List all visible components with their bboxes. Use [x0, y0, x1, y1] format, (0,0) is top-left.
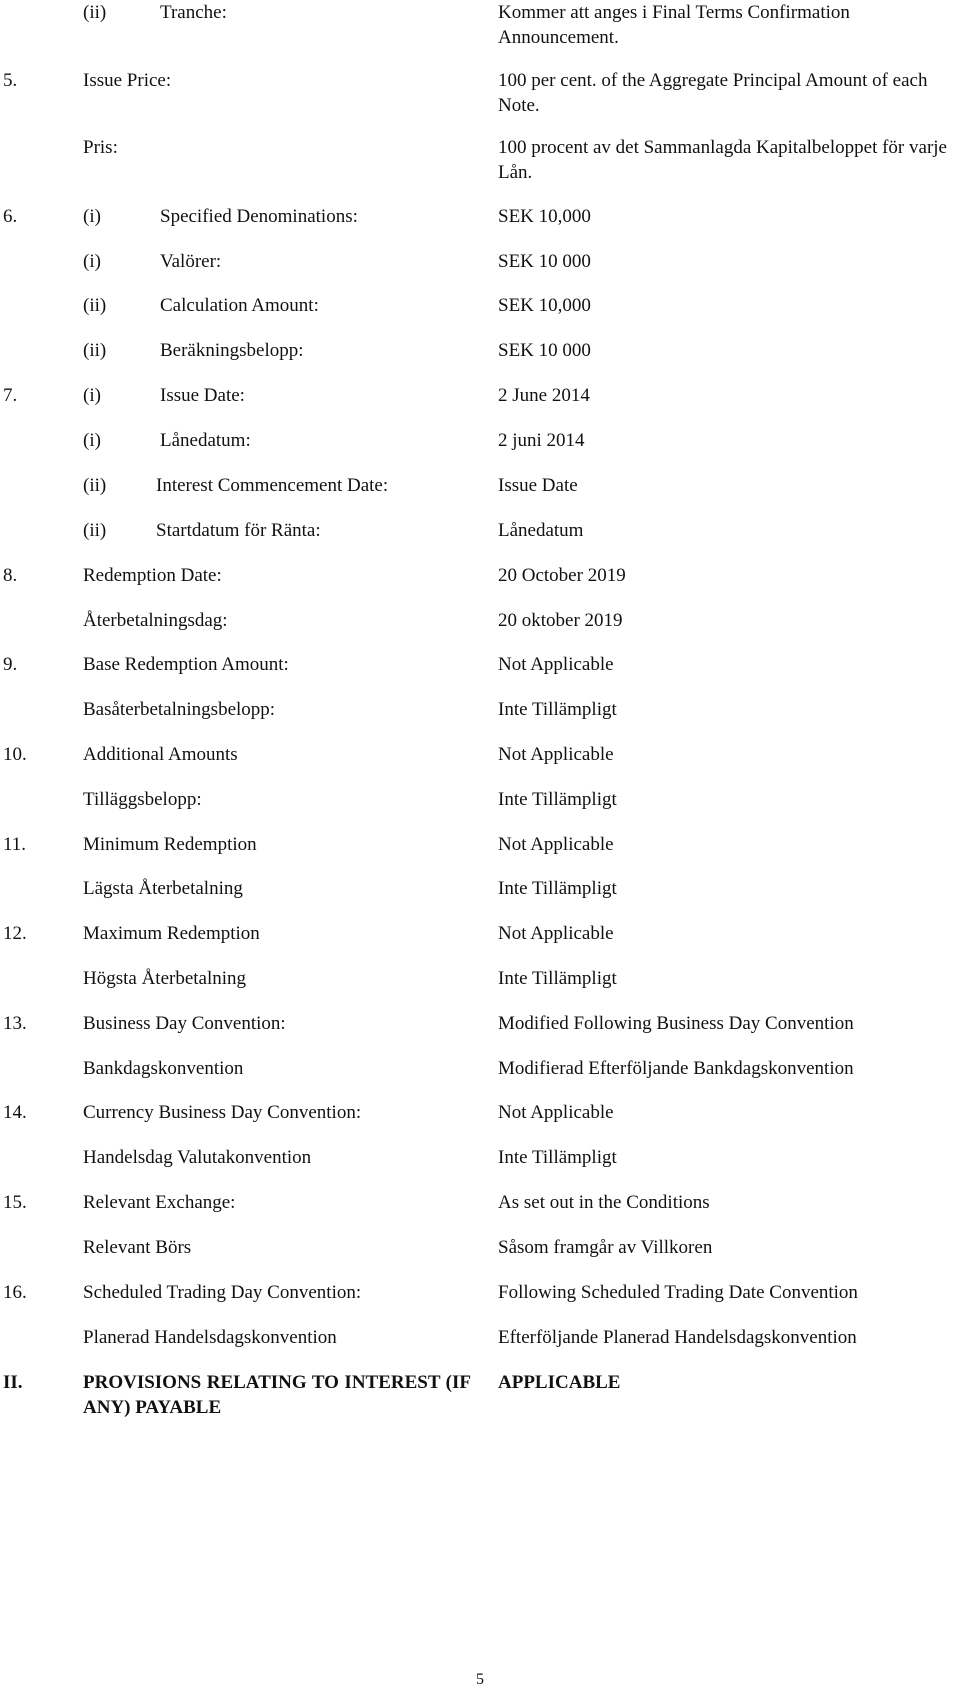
term-label: Redemption Date:: [83, 565, 222, 586]
item-number: 16.: [3, 1282, 27, 1303]
term-value: Kommer att anges i Final Terms Confirmation Announcement.: [498, 2, 850, 48]
term-value: Not Applicable: [498, 923, 614, 944]
sub-item-marker: (i): [83, 385, 101, 406]
term-value: 2 June 2014: [498, 385, 590, 406]
term-label: Additional Amounts: [83, 744, 238, 765]
term-label: Relevant Börs: [83, 1237, 192, 1258]
term-label: Base Redemption Amount:: [83, 654, 289, 675]
term-value: Lånedatum: [498, 520, 584, 541]
term-label: Pris:: [83, 137, 118, 158]
item-number: 8.: [3, 565, 18, 586]
term-label: Lägsta Återbetalning: [83, 878, 243, 899]
sub-item-marker: (i): [83, 430, 101, 451]
sub-item-marker: (ii): [83, 340, 107, 361]
sub-item-marker: (ii): [83, 2, 107, 23]
term-value: Not Applicable: [498, 1102, 614, 1123]
term-value: 20 October 2019: [498, 565, 626, 586]
item-number: 6.: [3, 206, 18, 227]
term-value: Inte Tillämpligt: [498, 789, 617, 810]
term-value: Not Applicable: [498, 654, 614, 675]
term-label: Valörer:: [160, 251, 222, 272]
item-number: 13.: [3, 1013, 27, 1034]
term-value: Following Scheduled Trading Date Convention: [498, 1282, 858, 1303]
term-value: SEK 10,000: [498, 206, 591, 227]
item-number: 11.: [3, 834, 27, 855]
term-label: Planerad Handelsdagskonvention: [83, 1327, 337, 1348]
item-number: 7.: [3, 385, 18, 406]
item-number: 9.: [3, 654, 18, 675]
term-value: 100 procent av det Sammanlagda Kapitalbeloppet för varje Lån.: [498, 137, 947, 183]
term-label: Interest Commencement Date:: [156, 475, 389, 496]
section-number: II.: [3, 1372, 23, 1393]
term-label: Lånedatum:: [160, 430, 251, 451]
term-label: Relevant Exchange:: [83, 1192, 236, 1213]
item-number: 12.: [3, 923, 27, 944]
term-value: SEK 10 000: [498, 340, 591, 361]
term-value: SEK 10 000: [498, 251, 591, 272]
term-label: Bankdagskonvention: [83, 1058, 244, 1079]
term-value: Inte Tillämpligt: [498, 1147, 617, 1168]
term-value: Inte Tillämpligt: [498, 968, 617, 989]
term-label: Issue Price:: [83, 70, 172, 91]
term-value: 2 juni 2014: [498, 430, 585, 451]
term-value: SEK 10,000: [498, 295, 591, 316]
section-status: APPLICABLE: [498, 1372, 621, 1393]
term-value: Efterföljande Planerad Handelsdagskonvention: [498, 1327, 857, 1348]
sub-item-marker: (i): [83, 206, 101, 227]
term-value: Inte Tillämpligt: [498, 699, 617, 720]
term-value: As set out in the Conditions: [498, 1192, 710, 1213]
page-number: 5: [476, 1671, 484, 1688]
item-number: 14.: [3, 1102, 27, 1123]
term-value: 20 oktober 2019: [498, 610, 623, 631]
term-value: Modified Following Business Day Convention: [498, 1013, 854, 1034]
term-value: Not Applicable: [498, 834, 614, 855]
sub-item-marker: (i): [83, 251, 101, 272]
term-label: Tranche:: [160, 2, 227, 23]
term-label: Minimum Redemption: [83, 834, 257, 855]
term-label: Specified Denominations:: [160, 206, 358, 227]
term-value: Inte Tillämpligt: [498, 878, 617, 899]
item-number: 10.: [3, 744, 27, 765]
sub-item-marker: (ii): [83, 295, 107, 316]
term-value: 100 per cent. of the Aggregate Principal Amount of each Note.: [498, 70, 928, 116]
item-number: 15.: [3, 1192, 27, 1213]
term-value: Issue Date: [498, 475, 578, 496]
term-label: Startdatum för Ränta:: [156, 520, 321, 541]
term-label: Basåterbetalningsbelopp:: [83, 699, 276, 720]
section-title: PROVISIONS RELATING TO INTEREST (IF ANY) PAYABLE: [83, 1372, 471, 1418]
term-label: Återbetalningsdag:: [83, 610, 228, 631]
term-label: Tilläggsbelopp:: [83, 789, 202, 810]
sub-item-marker: (ii): [83, 475, 107, 496]
term-value: Modifierad Efterföljande Bankdagskonvention: [498, 1058, 854, 1079]
term-label: Issue Date:: [160, 385, 245, 406]
term-label: Beräkningsbelopp:: [160, 340, 304, 361]
term-label: Maximum Redemption: [83, 923, 260, 944]
term-value: Såsom framgår av Villkoren: [498, 1237, 713, 1258]
term-label: Handelsdag Valutakonvention: [83, 1147, 312, 1168]
term-label: Calculation Amount:: [160, 295, 319, 316]
sub-item-marker: (ii): [83, 520, 107, 541]
term-label: Scheduled Trading Day Convention:: [83, 1282, 362, 1303]
term-label: Högsta Återbetalning: [83, 968, 247, 989]
item-number: 5.: [3, 70, 18, 91]
term-label: Currency Business Day Convention:: [83, 1102, 362, 1123]
term-value: Not Applicable: [498, 744, 614, 765]
term-label: Business Day Convention:: [83, 1013, 286, 1034]
